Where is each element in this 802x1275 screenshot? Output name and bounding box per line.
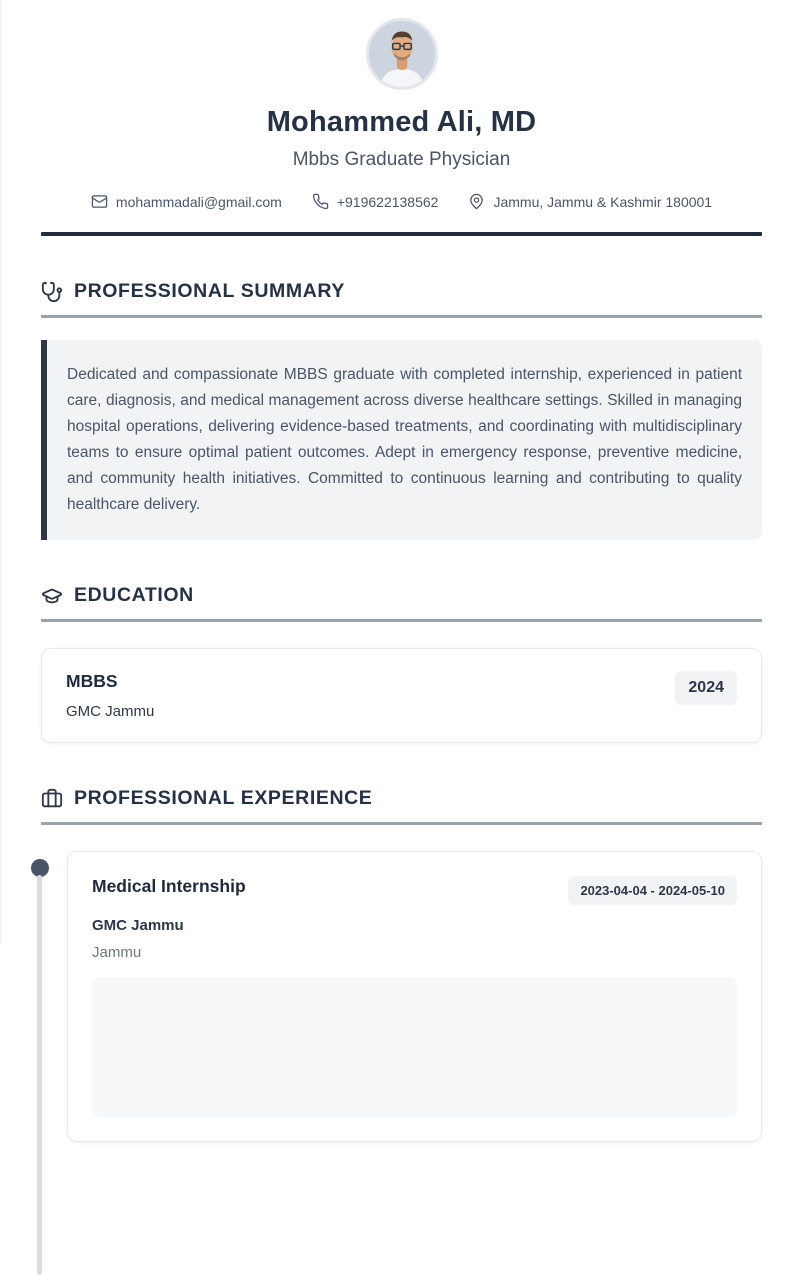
briefcase-icon <box>41 788 63 810</box>
experience-entry-header <box>92 876 737 905</box>
role-title: Medical Internship <box>92 876 246 896</box>
avatar <box>366 18 438 90</box>
graduation-year-badge: 2024 <box>675 671 737 705</box>
education-entry-card <box>41 648 762 743</box>
map-pin-icon <box>468 193 485 210</box>
education-section-heading <box>41 584 762 622</box>
experience-timeline <box>41 851 762 1142</box>
summary-card <box>41 340 762 540</box>
experience-section-heading <box>41 787 762 825</box>
summary-section-heading <box>41 280 762 318</box>
section-education <box>41 584 762 743</box>
email-text: mohammadali@gmail.com <box>115 193 282 210</box>
stethoscope-icon <box>41 281 63 303</box>
resume-page <box>1 0 802 1142</box>
avatar-portrait-icon <box>369 21 435 87</box>
experience-entry-card <box>67 851 762 1142</box>
section-professional-experience <box>41 787 762 1142</box>
person-job-title: Mbbs Graduate Physician <box>292 149 511 170</box>
header-divider <box>41 232 762 236</box>
timeline-line <box>37 875 42 1275</box>
education-entry-details <box>66 671 154 720</box>
phone-icon <box>312 193 329 210</box>
location-text: Jammu, Jammu & Kashmir 180001 <box>493 193 713 210</box>
degree-title: MBBS <box>66 671 118 691</box>
resume-header <box>41 0 762 236</box>
experience-location: Jammu <box>92 944 142 961</box>
location-item <box>468 193 712 210</box>
section-professional-summary <box>41 280 762 540</box>
school-name: GMC Jammu <box>66 703 155 720</box>
summary-text: Dedicated and compassionate MBBS graduate with completed internship, experienced in patient care, diagnosis, and medical management across diverse healthcare settings. Skilled in managing hospital operations, delivering evidence-based treatments, and coordinating with multidisciplinary teams to ensure optimal patient outcomes. Adept in emergency response, preventive medicine, and community health initiatives. Committed to continuous learning and contributing to quality healthcare delivery. <box>67 366 742 513</box>
person-name: Mohammed Ali, MD <box>266 106 537 138</box>
organization-name: GMC Jammu <box>92 917 184 934</box>
graduation-cap-icon <box>41 585 63 607</box>
contact-row <box>41 193 762 210</box>
mail-icon <box>91 193 108 210</box>
phone-link[interactable] <box>312 193 439 210</box>
education-heading-text: EDUCATION <box>74 584 194 606</box>
date-range-badge: 2023-04-04 - 2024-05-10 <box>568 876 737 905</box>
experience-heading-text: PROFESSIONAL EXPERIENCE <box>74 787 373 809</box>
summary-heading-text: PROFESSIONAL SUMMARY <box>74 280 345 302</box>
email-link[interactable] <box>91 193 282 210</box>
experience-description-box <box>92 977 737 1117</box>
phone-text: +919622138562 <box>336 193 439 210</box>
